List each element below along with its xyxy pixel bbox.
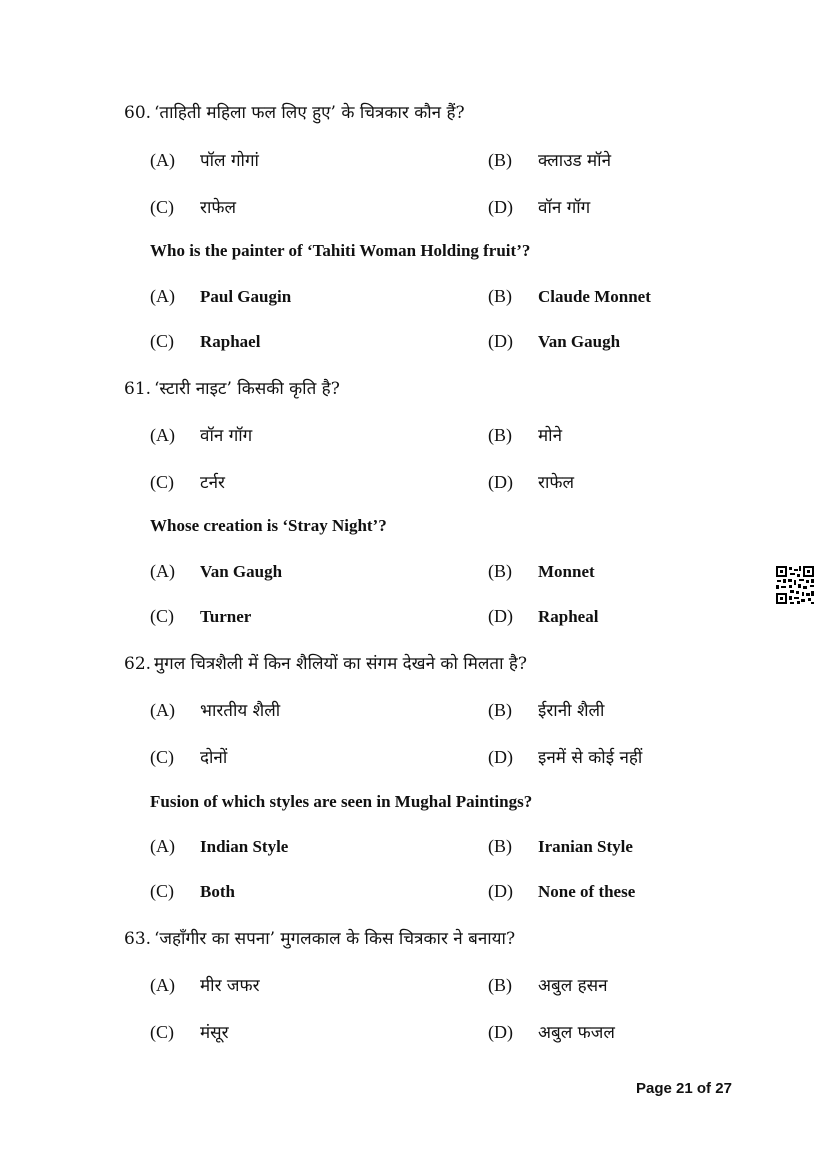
q63-hi-option-a — [150, 973, 260, 996]
option-label: (D) — [488, 606, 513, 626]
option-text: Iranian Style — [538, 837, 633, 856]
q60-hi-option-a — [150, 148, 259, 171]
q61-hi-option-d — [488, 470, 574, 493]
q62-en-option-a — [150, 836, 288, 857]
option-label: (D) — [488, 472, 513, 492]
q63-hi-option-c — [150, 1020, 229, 1043]
option-label: (D) — [488, 331, 513, 351]
option-text: अबुल हसन — [538, 976, 608, 996]
option-label: (D) — [488, 197, 513, 217]
option-label: (B) — [488, 425, 512, 445]
q61-en-option-c — [150, 606, 251, 627]
option-label: (B) — [488, 561, 512, 581]
option-label: (A) — [150, 700, 175, 720]
question-61-hindi — [124, 376, 340, 399]
question-63-hindi — [124, 926, 515, 949]
question-text: मुगल चित्रशैली में किन शैलियों का संगम देखने को मिलता है? — [154, 654, 528, 674]
option-label: (B) — [488, 286, 512, 306]
option-text: मोने — [538, 426, 563, 446]
q60-hi-option-b — [488, 148, 611, 171]
option-label: (C) — [150, 606, 174, 626]
question-60-english: Who is the painter of ‘Tahiti Woman Holding fruit’? — [150, 241, 531, 260]
option-label: (B) — [488, 150, 512, 170]
q60-en-option-b — [488, 286, 651, 307]
q61-en-option-d — [488, 606, 598, 627]
option-label: (A) — [150, 836, 175, 856]
option-text: वॉन गॉग — [538, 198, 591, 218]
option-text: वॉन गॉग — [200, 426, 253, 446]
q61-en-option-a — [150, 561, 282, 582]
option-text: ईरानी शैली — [538, 701, 605, 721]
page-word: Page — [636, 1080, 672, 1097]
question-62-english: Fusion of which styles are seen in Mughal Paintings? — [150, 792, 533, 811]
q62-hi-option-d — [488, 745, 642, 768]
q60-hi-option-c — [150, 195, 236, 218]
option-label: (C) — [150, 197, 174, 217]
q62-hi-option-b — [488, 698, 604, 721]
option-text: दोनों — [200, 748, 228, 768]
option-label: (B) — [488, 700, 512, 720]
q62-en-option-b — [488, 836, 633, 857]
q62-en-option-d — [488, 881, 635, 902]
option-text: Monnet — [538, 562, 595, 581]
option-text: राफेल — [538, 473, 574, 493]
page-number — [636, 1080, 732, 1097]
option-label: (D) — [488, 881, 513, 901]
option-label: (D) — [488, 1022, 513, 1042]
question-text: ‘स्टारी नाइट’ किसकी कृति है? — [154, 379, 340, 399]
option-label: (C) — [150, 1022, 174, 1042]
option-label: (C) — [150, 472, 174, 492]
option-label: (A) — [150, 150, 175, 170]
option-label: (A) — [150, 561, 175, 581]
q61-hi-option-b — [488, 423, 562, 446]
option-text: Raphael — [200, 332, 261, 351]
option-text: मंसूर — [200, 1023, 229, 1043]
question-number: 63. — [124, 929, 152, 949]
option-text: पॉल गोगां — [200, 151, 259, 171]
option-text: क्लाउड मॉने — [538, 151, 612, 171]
q61-hi-option-a — [150, 423, 252, 446]
option-text: अबुल फजल — [538, 1023, 615, 1043]
q61-en-option-b — [488, 561, 595, 582]
option-label: (A) — [150, 975, 175, 995]
option-text: मीर जफर — [200, 976, 260, 996]
option-label: (C) — [150, 881, 174, 901]
q60-en-option-a — [150, 286, 291, 307]
option-text: None of these — [538, 882, 636, 901]
option-text: राफेल — [200, 198, 236, 218]
option-text: Rapheal — [538, 607, 599, 626]
q60-en-option-c — [150, 331, 260, 352]
option-text: टर्नर — [200, 473, 225, 493]
current-page: 21 — [676, 1080, 693, 1097]
option-text: Indian Style — [200, 837, 289, 856]
q60-en-option-d — [488, 331, 620, 352]
option-label: (A) — [150, 425, 175, 445]
option-text: Claude Monnet — [538, 287, 651, 306]
option-text: Turner — [200, 607, 252, 626]
question-text: ‘ताहिती महिला फल लिए हुए’ के चित्रकार कौन हैं? — [154, 103, 465, 123]
q62-hi-option-a — [150, 698, 280, 721]
question-number: 61. — [124, 379, 152, 399]
option-text: Van Gaugh — [538, 332, 621, 351]
q62-en-option-c — [150, 881, 235, 902]
option-label: (B) — [488, 975, 512, 995]
option-label: (A) — [150, 286, 175, 306]
question-text: ‘जहाँगीर का सपना’ मुगलकाल के किस चित्रकार ने बनाया? — [154, 929, 516, 949]
q63-hi-option-d — [488, 1020, 615, 1043]
option-label: (B) — [488, 836, 512, 856]
question-60-hindi — [124, 100, 465, 123]
question-number: 60. — [124, 103, 152, 123]
option-text: इनमें से कोई नहीं — [538, 748, 643, 768]
option-text: Both — [200, 882, 235, 901]
option-label: (D) — [488, 747, 513, 767]
question-61-english: Whose creation is ‘Stray Night’? — [150, 516, 387, 535]
option-text: Paul Gaugin — [200, 287, 292, 306]
qr-code-icon — [775, 565, 815, 605]
q62-hi-option-c — [150, 745, 227, 768]
q63-hi-option-b — [488, 973, 608, 996]
option-label: (C) — [150, 331, 174, 351]
question-number: 62. — [124, 654, 152, 674]
q61-hi-option-c — [150, 470, 225, 493]
option-text: Van Gaugh — [200, 562, 283, 581]
q60-hi-option-d — [488, 195, 590, 218]
total-pages: 27 — [715, 1080, 732, 1097]
of-word: of — [696, 1080, 712, 1097]
option-text: भारतीय शैली — [200, 701, 281, 721]
question-62-hindi — [124, 651, 527, 674]
option-label: (C) — [150, 747, 174, 767]
